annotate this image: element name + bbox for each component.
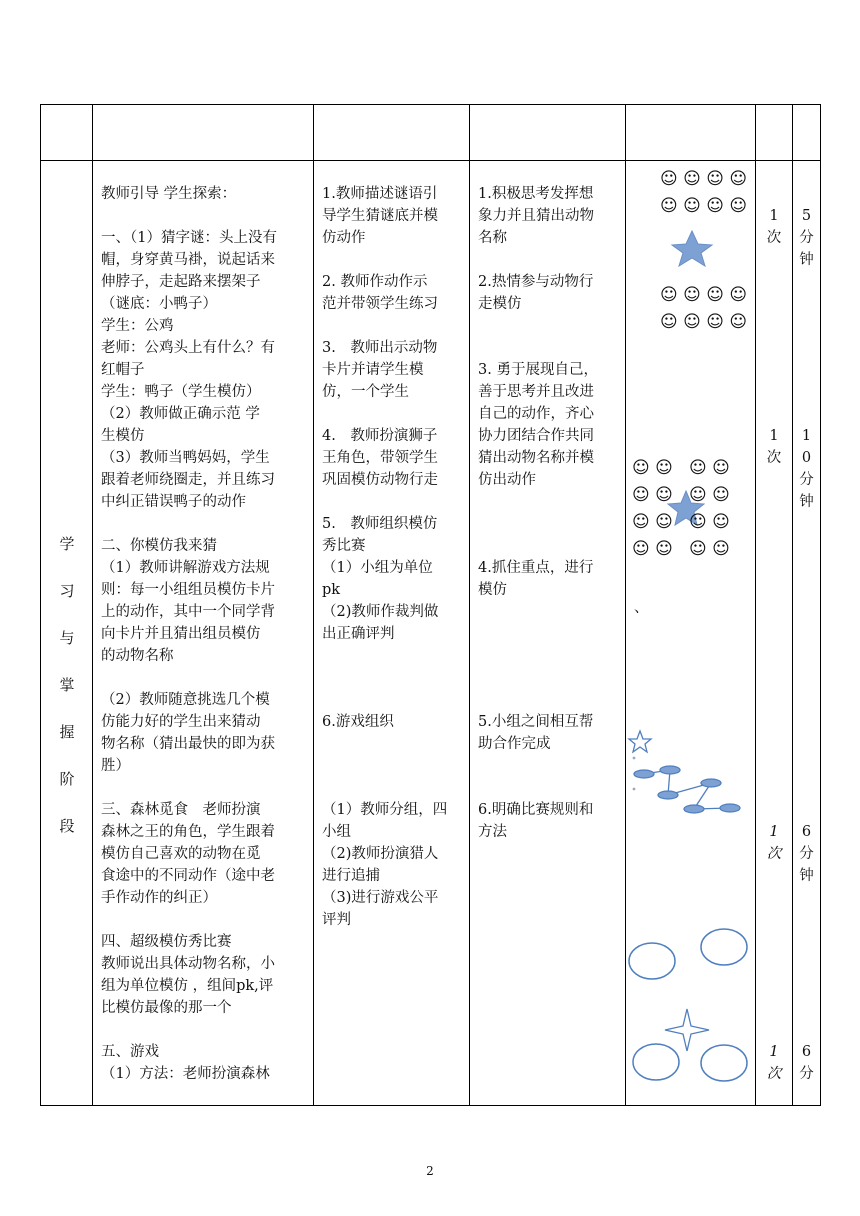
teacher-line: 秀比赛 xyxy=(322,538,366,554)
circle-marker xyxy=(629,943,675,979)
teacher-line: （1）小组为单位 xyxy=(322,560,433,576)
dot-icon xyxy=(633,788,636,791)
content-line: 一、（1）猜字谜：头上没有 xyxy=(101,230,277,246)
content-line: 上的动作，其中一个同学背 xyxy=(101,604,275,620)
student-line: 协力团结合作共同 xyxy=(478,428,594,444)
stage-char: 学 xyxy=(59,535,75,553)
student-line: 5.小组之间相互帮 xyxy=(478,714,594,730)
smiley-row: ☺ ☺ ☺ ☺ xyxy=(632,485,730,505)
time-label-char: 1 xyxy=(801,428,812,444)
student-line: 走模仿 xyxy=(478,296,522,312)
header-cell-time xyxy=(793,105,821,161)
teacher-line: pk xyxy=(322,582,341,598)
teacher-line: 卡片并请学生模 xyxy=(322,362,424,378)
teacher-line: （2)教师扮演猎人 xyxy=(322,846,439,862)
content-line: 学生：公鸡 xyxy=(101,318,174,334)
count-label-char: 次 xyxy=(766,1066,782,1082)
content-line: （2）教师做正确示范 学 xyxy=(101,406,260,422)
header-cell-stage xyxy=(41,105,93,161)
circle-marker xyxy=(701,1045,747,1081)
teacher-line: 王角色，带领学生 xyxy=(322,450,438,466)
circle-marker xyxy=(633,1044,679,1080)
content-line: 的动物名称 xyxy=(101,648,174,664)
content-line: （2）教师随意挑选几个模 xyxy=(101,692,270,708)
content-line: 帽，身穿黄马褂，说起话来 xyxy=(101,252,275,268)
time-label-char: 分 xyxy=(799,1066,814,1082)
content-line: 向卡片并且猜出组员模仿 xyxy=(101,626,261,642)
content-line: 学生：鸭子（学生模仿） xyxy=(101,384,261,400)
smiley-row: ☺ ☺ ☺ ☺ xyxy=(660,312,748,332)
dot-icon xyxy=(633,757,636,760)
time-label-char: 钟 xyxy=(799,494,814,510)
count-label xyxy=(756,205,792,249)
time-label-char: 5 xyxy=(801,208,812,224)
time-label-char: 0 xyxy=(801,450,812,466)
teacher-line: 范并带领学生练习 xyxy=(322,296,438,312)
count-label-char: 1 xyxy=(769,824,779,840)
content-line: 教师说出具体动物名称，小 xyxy=(101,956,275,972)
content-line: 仿能力好的学生出来猜动 xyxy=(101,714,261,730)
student-line: 6.明确比赛规则和 xyxy=(478,802,594,818)
content-line: 手作动作的纠正） xyxy=(101,890,217,906)
smiley-row: ☺ ☺ ☺ ☺ xyxy=(632,539,730,559)
teacher-line: 5. 教师组织模仿 xyxy=(322,516,438,532)
group-markers xyxy=(634,766,740,813)
teacher-line: 小组 xyxy=(322,824,351,840)
teacher-line: 出正确评判 xyxy=(322,626,395,642)
time-label xyxy=(793,205,820,271)
punctuation-mark: 、 xyxy=(634,600,649,616)
stage-char: 握 xyxy=(59,723,75,741)
content-line: （谜底：小鸭子） xyxy=(101,296,217,312)
student-line: 3. 勇于展现自己， xyxy=(478,362,598,378)
smiley-row: ☺ ☺ ☺ ☺ xyxy=(660,169,748,189)
four-point-star-icon xyxy=(665,1009,709,1051)
teacher-line: （1）教师分组，四 xyxy=(322,802,448,818)
student-line: 助合作完成 xyxy=(478,736,551,752)
content-cell xyxy=(93,161,314,1106)
lesson-plan-table xyxy=(40,104,821,1106)
teacher-line: 3. 教师出示动物 xyxy=(322,340,438,356)
smiley-row: ☺ ☺ ☺ ☺ xyxy=(632,458,730,478)
circle-marker xyxy=(701,929,747,965)
student-line: 善于思考并且改进 xyxy=(478,384,594,400)
student-line: 1.积极思考发挥想 xyxy=(478,186,594,202)
content-line: 红帽子 xyxy=(101,362,145,378)
header-cell-student xyxy=(470,105,626,161)
content-line: （3）教师当鸭妈妈，学生 xyxy=(101,450,270,466)
content-line: 跟着老师绕圈走，并且练习 xyxy=(101,472,275,488)
teacher-line: 仿，一个学生 xyxy=(322,384,409,400)
time-label-char: 分 xyxy=(799,472,814,488)
header-cell-content xyxy=(93,105,314,161)
content-line: 二、你模仿我来猜 xyxy=(101,538,217,554)
time-label-char: 6 xyxy=(801,824,812,840)
content-line: 组为单位模仿 ，组间pk,评 xyxy=(101,978,274,994)
teacher-line: 1.教师描述谜语引 xyxy=(322,186,438,202)
stage-label xyxy=(41,521,92,850)
teacher-line: 巩固模仿动物行走 xyxy=(322,472,438,488)
stage-char: 习 xyxy=(59,582,75,600)
content-line: 教师引导 学生探索： xyxy=(101,186,237,202)
stage-cell xyxy=(41,161,93,1106)
student-line: 2.热情参与动物行 xyxy=(478,274,594,290)
header-cell-teacher xyxy=(314,105,470,161)
count-label-char: 1 xyxy=(769,208,779,224)
time-label-char: 钟 xyxy=(799,868,814,884)
time-cell xyxy=(793,161,821,1106)
organization-cell xyxy=(626,161,756,1106)
student-cell xyxy=(470,161,626,1106)
table-row xyxy=(41,161,821,1106)
stage-char: 与 xyxy=(59,629,75,647)
star-icon xyxy=(672,231,712,266)
teacher-line: 仿动作 xyxy=(322,230,366,246)
content-line: 模仿自己喜欢的动物在觅 xyxy=(101,846,261,862)
count-label-char: 次 xyxy=(766,230,782,246)
count-label-char: 1 xyxy=(769,1044,779,1060)
student-line: 模仿 xyxy=(478,582,507,598)
stage-char: 阶 xyxy=(59,770,75,788)
content-line: 五、游戏 xyxy=(101,1044,159,1060)
content-line: 四、超级模仿秀比赛 xyxy=(101,934,232,950)
time-label-char: 6 xyxy=(801,1044,812,1060)
content-line: 物名称（猜出最快的即为获 xyxy=(101,736,275,752)
content-line: 三、森林觅食 老师扮演 xyxy=(101,802,261,818)
teacher-line: 2. 教师作动作示 xyxy=(322,274,428,290)
teacher-line: 进行追捕 xyxy=(322,868,380,884)
student-line: 名称 xyxy=(478,230,507,246)
content-line: 森林之王的角色，学生跟着 xyxy=(101,824,275,840)
student-line: 仿出动作 xyxy=(478,472,536,488)
time-label xyxy=(793,1041,820,1085)
table-header-row xyxy=(41,105,821,161)
content-line: 比模仿最像的那一个 xyxy=(101,1000,232,1016)
content-line: （1）方法：老师扮演森林 xyxy=(101,1066,270,1082)
content-line: （1）教师讲解游戏方法规 xyxy=(101,560,270,576)
count-label-char: 1 xyxy=(769,428,779,444)
count-label xyxy=(756,821,792,865)
teacher-line: 6.游戏组织 xyxy=(322,714,394,730)
student-line: 象力并且猜出动物 xyxy=(478,208,594,224)
content-line: 食途中的不同动作（途中老 xyxy=(101,868,275,884)
count-cell xyxy=(756,161,793,1106)
count-label-char: 次 xyxy=(766,846,782,862)
content-line: 生模仿 xyxy=(101,428,145,444)
content-line: 伸脖子，走起路来摆架子 xyxy=(101,274,261,290)
time-label-char: 分 xyxy=(799,846,814,862)
content-line: 老师：公鸡头上有什么？有 xyxy=(101,340,275,356)
teacher-line: 评判 xyxy=(322,912,351,928)
count-label xyxy=(756,425,792,469)
star-outline-icon xyxy=(629,731,651,752)
header-cell-organization xyxy=(626,105,756,161)
student-line: 自己的动作，齐心 xyxy=(478,406,594,422)
teacher-cell xyxy=(314,161,470,1106)
student-line: 方法 xyxy=(478,824,507,840)
count-label xyxy=(756,1041,792,1085)
teacher-line: 4. 教师扮演狮子 xyxy=(322,428,438,444)
teacher-line: 导学生猜谜底并模 xyxy=(322,208,438,224)
student-line: 4.抓住重点，进行 xyxy=(478,560,594,576)
teacher-line: （2)教师作裁判做 xyxy=(322,604,439,620)
content-line: 胜） xyxy=(101,758,130,774)
header-cell-count xyxy=(756,105,793,161)
stage-char: 掌 xyxy=(59,676,75,694)
stage-char: 段 xyxy=(59,817,75,835)
content-line: 则：每一小组组员模仿卡片 xyxy=(101,582,275,598)
content-line: 中纠正错误鸭子的动作 xyxy=(101,494,246,510)
time-label-char: 分 xyxy=(799,230,814,246)
student-line: 猜出动物名称并模 xyxy=(478,450,594,466)
smiley-row: ☺ ☺ ☺ ☺ xyxy=(660,196,748,216)
time-label xyxy=(793,821,820,887)
count-label-char: 次 xyxy=(766,450,782,466)
smiley-row: ☺ ☺ ☺ ☺ xyxy=(660,285,748,305)
page-number: 2 xyxy=(426,1164,434,1178)
time-label xyxy=(793,425,820,513)
smiley-row: ☺ ☺ ☺ ☺ xyxy=(632,512,730,532)
teacher-line: （3)进行游戏公平 xyxy=(322,890,439,906)
time-label-char: 钟 xyxy=(799,252,814,268)
